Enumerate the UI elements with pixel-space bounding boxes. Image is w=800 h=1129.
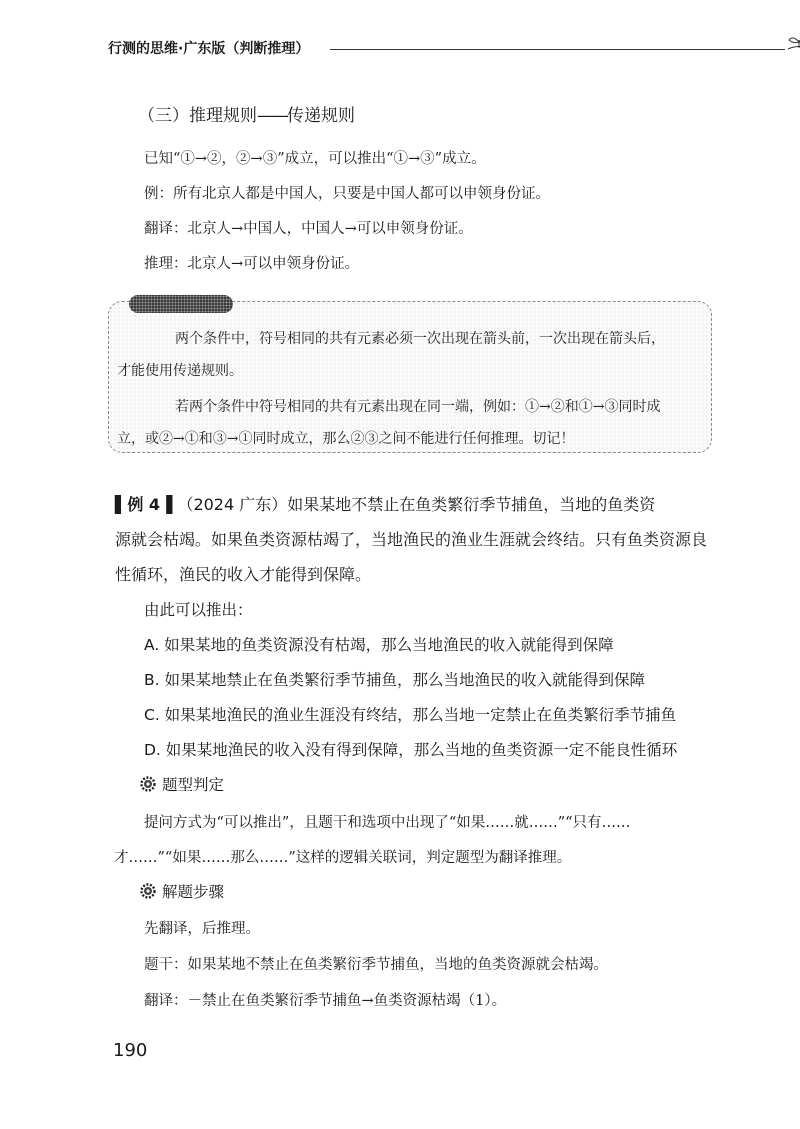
example-line-3: 性循环，渔民的收入才能得到保障。 (115, 565, 372, 584)
section-heading (138, 101, 355, 126)
solution-heading: 解题步骤 (140, 880, 224, 902)
section-heading-prefix: （三）推理规则 (138, 106, 257, 126)
type-judgment-line-2: 才……”“如果……那么……”这样的逻辑关联词，判定题型为翻译推理。 (114, 850, 572, 866)
type-judgment-heading: 题型判定 (140, 773, 224, 795)
page-number: 190 (113, 1040, 148, 1061)
note-line-2: 才能使用传递规则。 (117, 363, 243, 379)
type-judgment-line-1: 提问方式为“可以推出”，且题干和选项中出现了“如果……就……”“只有…… (144, 815, 631, 831)
rule-translation: 翻译：北京人→中国人，中国人→可以申领身份证。 (144, 221, 473, 237)
rule-inference: 推理：北京人→可以申领身份证。 (144, 256, 360, 272)
example-line-1 (115, 492, 655, 515)
solution-line-2: 题干：如果某地不禁止在鱼类繁衍季节捕鱼，当地的鱼类资源就会枯竭。 (144, 957, 608, 973)
gear-icon (140, 883, 156, 899)
note-line-3: 若两个条件中符号相同的共有元素出现在同一端，例如：①→②和①→③同时成 (175, 399, 661, 415)
example-label: ▌例 4▐ (115, 495, 173, 514)
note-box (108, 301, 712, 453)
note-tag (129, 295, 233, 313)
solution-line-1: 先翻译，后推理。 (144, 921, 260, 937)
note-line-1: 两个条件中，符号相同的共有元素必须一次出现在箭头前，一次出现在箭头后， (175, 331, 665, 347)
rule-statement: 已知“①→②，②→③”成立，可以推出“①→③”成立。 (144, 151, 486, 167)
section-heading-dash: —— (257, 106, 287, 126)
option-b: B. 如果某地禁止在鱼类繁衍季节捕鱼，那么当地渔民的收入就能得到保障 (144, 671, 645, 689)
option-a: A. 如果某地的鱼类资源没有枯竭，那么当地渔民的收入就能得到保障 (144, 636, 614, 654)
example-line-2: 源就会枯竭。如果鱼类资源枯竭了，当地渔民的渔业生涯就会终结。只有鱼类资源良 (115, 530, 708, 549)
example-text: （2024 广东）如果某地不禁止在鱼类繁衍季节捕鱼，当地的鱼类资 (177, 495, 656, 514)
option-d: D. 如果某地渔民的收入没有得到保障，那么当地的鱼类资源一定不能良性循环 (144, 741, 678, 759)
header-title: 行测的思维·广东版（判断推理） (108, 41, 310, 57)
option-c: C. 如果某地渔民的渔业生涯没有终结，那么当地一定禁止在鱼类繁衍季节捕鱼 (144, 706, 677, 724)
sprout-icon (784, 34, 800, 58)
gear-icon (140, 776, 156, 792)
rule-example: 例：所有北京人都是中国人，只要是中国人都可以申领身份证。 (144, 186, 550, 202)
note-line-4: 立，或②→①和③→①同时成立，那么②③之间不能进行任何推理。切记！ (117, 431, 575, 447)
running-header (108, 34, 708, 60)
section-heading-suffix: 传递规则 (287, 106, 355, 126)
header-rule (330, 49, 785, 50)
question-prompt: 由此可以推出： (144, 601, 253, 619)
solution-line-3: 翻译：－禁止在鱼类繁衍季节捕鱼→鱼类资源枯竭（1）。 (144, 993, 507, 1009)
